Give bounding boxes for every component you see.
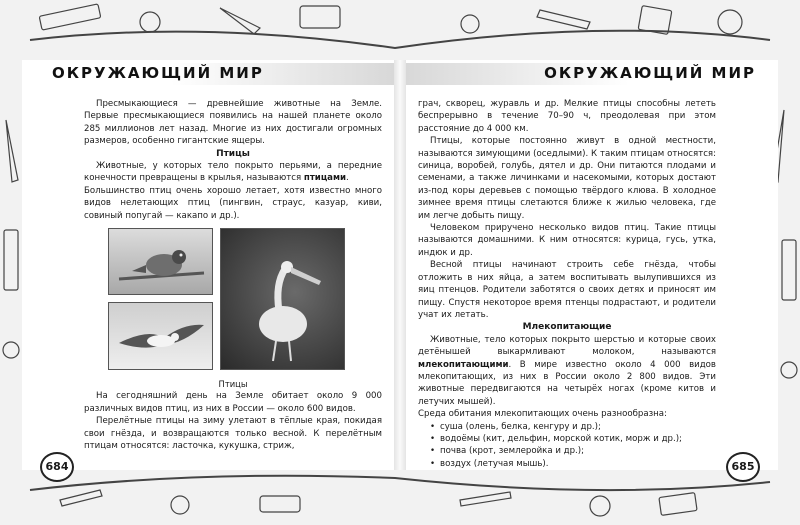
right-header-bar (406, 63, 778, 85)
reptiles-paragraph: Пресмыкающиеся — древнейшие животные на Земле. Первые пресмыкающиеся появились на нашей планете около 285 миллионов лет назад. Многие из них достигали огромных размеров, особенно гигантские ящеры. (84, 99, 382, 147)
photo-caption: Птицы (218, 379, 248, 390)
list-item: • суша (олень, белка, кенгуру и др.); (432, 421, 716, 433)
domestic-birds-paragraph: Человеком приручено несколько видов птиц. Такие птицы называются домашними. К ним относятся: курица, гусь, утка, индюк и др. (418, 223, 716, 258)
birds-definition-paragraph: Животные, у которых тело покрыто перьями, а передние конечности превращены в крылья, называются птицами. (84, 161, 382, 184)
birds-term: птицами (303, 173, 347, 184)
habitats-list (418, 421, 716, 471)
right-section-title: ОКРУЖАЮЩИЙ МИР (544, 64, 756, 82)
list-item: • воздух (летучая мышь). (432, 458, 716, 470)
right-page-number: 685 (726, 452, 760, 482)
habitats-intro: Среда обитания млекопитающих очень разнообразна: (418, 409, 667, 420)
sparrow-photo (108, 228, 213, 295)
migratory-birds-paragraph: Перелётные птицы на зиму улетают в тёплые края, покидая свои гнёзда, и возвращаются только весной. К перелётным птицам относятся: ласточка, кукушка, стриж, (84, 416, 382, 452)
mammals-term: млекопитающими (418, 359, 509, 370)
left-header-bar (22, 63, 394, 85)
mammals-heading: Млекопитающие (522, 322, 612, 333)
left-text-column (84, 98, 382, 453)
mammals-definition-paragraph: Животные, тело которых покрыто шерстью и которые своих детёнышей выкармливают молоком, называются млекопитающими. В мире известно около 4 000 видов млекопитающих, из них в России около 2 800 видов. Эти животные передвигаются на четырёх ногах (кроме китов и летучих мышей). (418, 334, 716, 407)
wintering-birds-paragraph: Птицы, которые постоянно живут в одной местности, называются зимующими (оседлыми). К таким птицам относятся: синица, воробей, голубь, дятел и др. Они питаются плодами и семенами, а также личинками и насекомыми, которых достают из-под коры деревьев с помощью твёрдого клюва. В холодное зимнее время птицы слетаются ближе к жилью человека, где им легче добыть пищу. (418, 136, 716, 221)
left-section-title: ОКРУЖАЮЩИЙ МИР (52, 64, 264, 82)
right-text-column (418, 98, 716, 470)
book-gutter (394, 60, 406, 470)
bird-species-count-paragraph: На сегодняшний день на Земле обитает около 9 000 различных видов птиц, из них в России — около 600 видов. (84, 391, 382, 414)
flightless-birds-paragraph: Большинство птиц очень хорошо летает, хотя известно много видов нелетающих птиц (пингвин, страус, казуар, киви, совиный попугай — какапо и др.). (84, 185, 382, 221)
pelican-photo (220, 228, 345, 370)
left-page-number: 684 (40, 452, 74, 482)
nesting-paragraph: Весной птицы начинают строить себе гнёзда, чтобы отложить в них яйца, а затем воспитывать вылупившихся из яиц птенцов. Родители заботятся о своих детях и приносят им пищу. Спустя некоторое время птенцы подрастают, и родители учат их летать. (418, 260, 716, 320)
seagull-photo (108, 302, 213, 370)
birds-photo-group (108, 228, 348, 378)
migratory-continued-paragraph: грач, скворец, журавль и др. Мелкие птицы способны лететь беспрерывно в течение 70–90 ч, преодолевая при этом расстояние до 4 000 км. (418, 99, 716, 134)
birds-heading: Птицы (216, 148, 250, 159)
list-item: • водоёмы (кит, дельфин, морской котик, морж и др.); (432, 433, 716, 445)
list-item: • почва (крот, землеройка и др.); (432, 445, 716, 457)
